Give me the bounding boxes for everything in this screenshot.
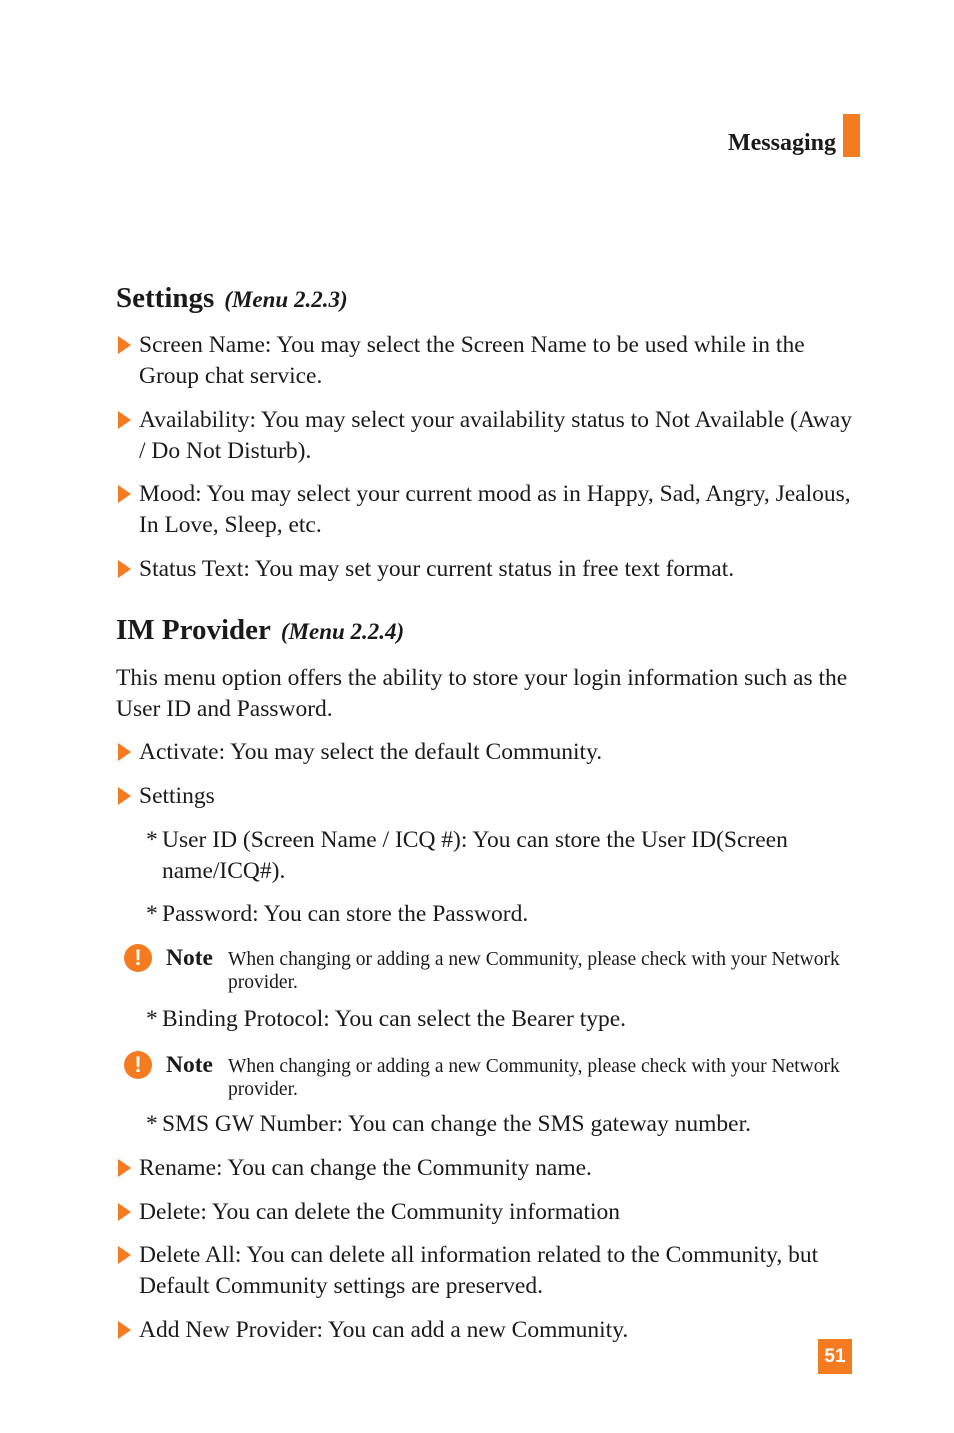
bullet-text: Activate: You may select the default Community. [139, 739, 603, 765]
im-provider-heading [116, 614, 404, 647]
bullet-text: Rename: You can change the Community name. [139, 1155, 592, 1181]
bullet-triangle-icon [118, 1246, 131, 1264]
note-label: Note [166, 1052, 213, 1078]
settings-menu-ref: (Menu 2.2.3) [224, 287, 348, 312]
im-bullet-add-new-provider [118, 1315, 858, 1346]
im-bullet-delete-all [118, 1240, 858, 1302]
sub-item-binding-protocol [146, 1004, 846, 1035]
bullet-text: Settings [139, 783, 215, 809]
note-label: Note [166, 945, 213, 971]
bullet-text: Screen Name: You may select the Screen Name to be used while in the Group chat service. [139, 332, 805, 389]
sub-item-password [146, 899, 846, 930]
settings-bullet-screen-name [118, 330, 858, 392]
im-provider-heading-title: IM Provider [116, 614, 271, 646]
settings-bullet-mood [118, 479, 858, 541]
settings-bullet-availability [118, 405, 858, 467]
bullet-triangle-icon [118, 485, 131, 503]
im-bullet-settings [118, 781, 858, 812]
im-provider-intro: This menu option offers the ability to store your login information such as the User ID and Password. [116, 665, 848, 722]
sub-item-text: User ID (Screen Name / ICQ #): You can store the User ID(Screen name/ICQ#). [162, 827, 788, 884]
bullet-triangle-icon [118, 787, 131, 805]
bullet-text: Add New Provider: You can add a new Community. [139, 1317, 629, 1343]
sub-item-text: Password: You can store the Password. [162, 901, 529, 927]
asterisk-marker: * [146, 901, 158, 927]
note-text: When changing or adding a new Community, please check with your Network provider. [228, 1056, 840, 1100]
exclamation-icon: ! [124, 1051, 152, 1079]
im-provider-menu-ref: (Menu 2.2.4) [280, 619, 405, 644]
bullet-triangle-icon [118, 1159, 131, 1177]
asterisk-marker: * [146, 1006, 158, 1032]
header-accent-bar [843, 114, 860, 157]
bullet-triangle-icon [118, 1321, 131, 1339]
asterisk-marker: * [146, 1111, 158, 1137]
bullet-text: Mood: You may select your current mood as in Happy, Sad, Angry, Jealous, In Love, Sleep, etc. [139, 481, 851, 538]
bullet-triangle-icon [118, 743, 131, 761]
exclamation-icon: ! [124, 944, 152, 972]
section-header-title: Messaging [728, 130, 836, 156]
sub-item-sms-gw [146, 1109, 846, 1140]
bullet-triangle-icon [118, 411, 131, 429]
bullet-text: Delete: You can delete the Community information [139, 1199, 621, 1225]
im-bullet-rename [118, 1153, 858, 1184]
sub-item-text: Binding Protocol: You can select the Bearer type. [162, 1006, 627, 1032]
settings-bullet-status-text [118, 554, 858, 585]
bullet-triangle-icon [118, 336, 131, 354]
im-bullet-activate [118, 737, 858, 768]
bullet-text: Availability: You may select your availability status to Not Available (Away / Do Not Disturb). [139, 407, 852, 464]
asterisk-marker: * [146, 827, 158, 853]
sub-item-text: SMS GW Number: You can change the SMS gateway number. [162, 1111, 751, 1137]
sub-item-user-id [146, 825, 846, 887]
note-text: When changing or adding a new Community, please check with your Network provider. [228, 949, 840, 993]
bullet-text: Status Text: You may set your current status in free text format. [139, 556, 735, 582]
bullet-triangle-icon [118, 1203, 131, 1221]
bullet-triangle-icon [118, 560, 131, 578]
im-bullet-delete [118, 1197, 858, 1228]
settings-heading [116, 282, 348, 315]
settings-heading-title: Settings [116, 282, 215, 314]
page-number: 51 [818, 1339, 852, 1374]
bullet-text: Delete All: You can delete all information related to the Community, but Default Community settings are preserved. [139, 1242, 819, 1299]
